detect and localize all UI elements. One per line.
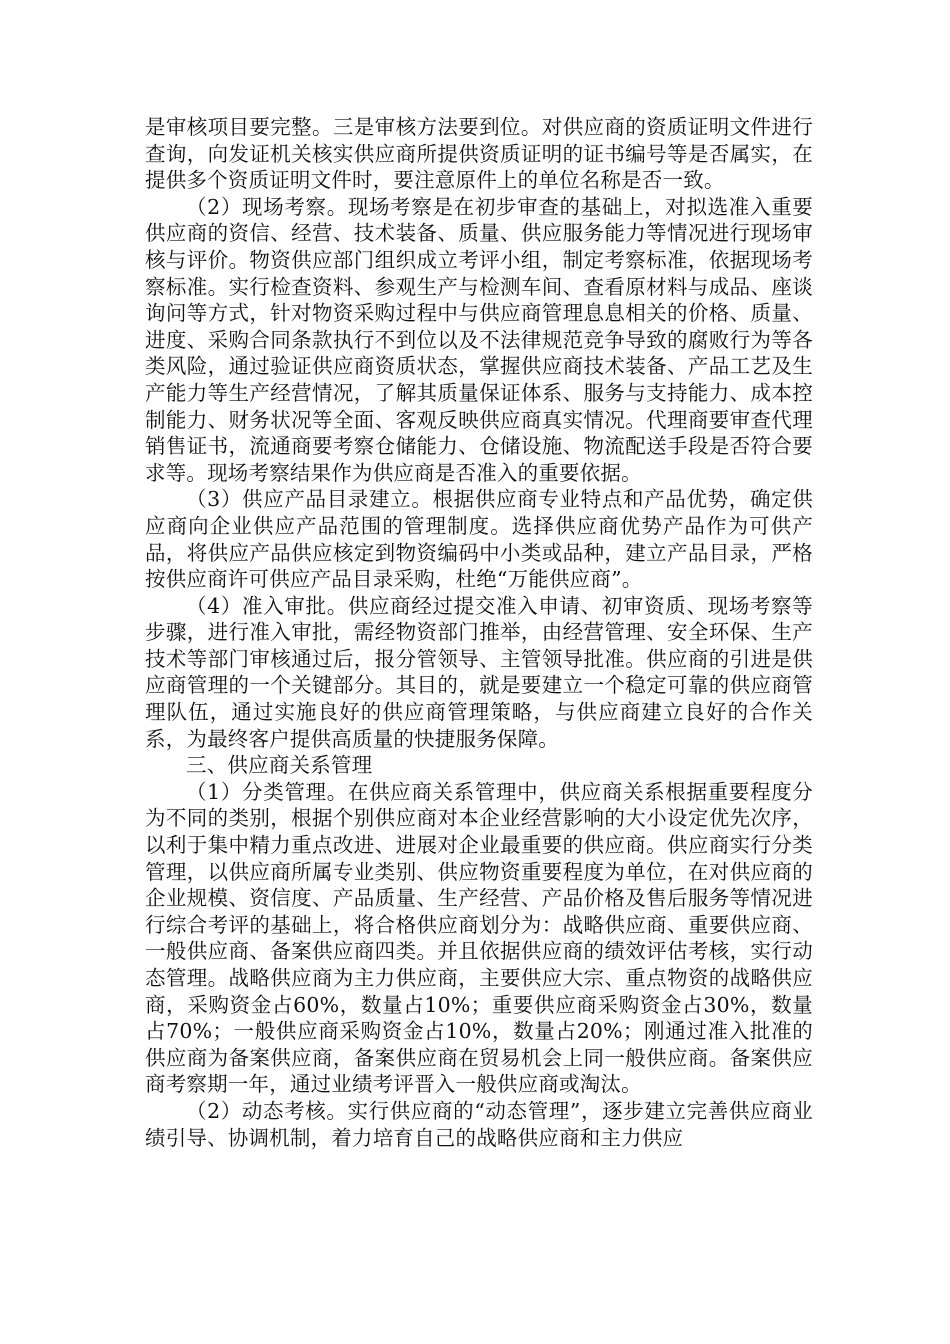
paragraph-site-inspection: （2）现场考察。现场考察是在初步审查的基础上，对拟选准入重要供应商的资信、经营、技术装备、质量、供应服务能力等情况进行现场审核与评价。物资供应部门组织成立考评小组，制定考察标准，依据现场考察标准。实行检查资料、参观生产与检测车间、查看原材料与成品、座谈询问等方式，针对物资采购过程中与供应商管理息息相关的价格、质量、进度、采购合同条款执行不到位以及不法律规范竞争导致的腐败行为等各类风险，通过验证供应商资质状态，掌握供应商技术装备、产品工艺及生产能力等生产经营情况，了解其质量保证体系、服务与支持能力、成本控制能力、财务状况等全面、客观反映供应商真实情况。代理商要审查代理销售证书，流通商要考察仓储能力、仓储设施、物流配送手段是否符合要求等。现场考察结果作为供应商是否准入的重要依据。 <box>145 194 813 485</box>
section-heading-supplier-relations: 三、供应商关系管理 <box>186 753 373 778</box>
paragraph-audit-continuation: 是审核项目要完整。三是审核方法要到位。对供应商的资质证明文件进行查询，向发证机关核实供应商所提供资质证明的证书编号等是否属实，在提供多个资质证明文件时，要注意原件上的单位名称是否一致。 <box>145 115 813 193</box>
paragraph-admission-approval: （4）准入审批。供应商经过提交准入申请、初审资质、现场考察等步骤，进行准入审批，需经物资部门推举，由经营管理、安全环保、生产技术等部门审核通过后，报分管领导、主管领导批准。供应商的引进是供应商管理的一个关键部分。其目的，就是要建立一个稳定可靠的供应商管理队伍，通过实施良好的供应商管理策略，与供应商建立良好的合作关系，为最终客户提供高质量的快捷服务保障。 <box>145 593 813 751</box>
paragraph-classification: （1）分类管理。在供应商关系管理中，供应商关系根据重要程度分为不同的类别，根据个别供应商对本企业经营影响的大小设定优先次序，以利于集中精力重点改进、进展对企业最重要的供应商。供应商实行分类管理，以供应商所属专业类别、供应物资重要程度为单位，在对供应商的企业规模、资信度、产品质量、生产经营、产品价格及售后服务等情况进行综合考评的基础上，将合格供应商划分为：战略供应商、重要供应商、一般供应商、备案供应商四类。并且依据供应商的绩效评估考核，实行动态管理。战略供应商为主力供应商，主要供应大宗、重点物资的战略供应商，采购资金占60%，数量占10%；重要供应商采购资金占30%，数量占70%；一般供应商采购资金占10%，数量占20%；刚通过准入批准的供应商为备案供应商，备案供应商在贸易机会上同一般供应商。备案供应商考察期一年，通过业绩考评晋入一般供应商或淘汰。 <box>145 779 813 1097</box>
document-page <box>145 114 813 1151</box>
paragraph-product-catalog: （3）供应产品目录建立。根据供应商专业特点和产品优势，确定供应商向企业供应产品范围的管理制度。选择供应商优势产品作为可供产品，将供应产品供应核定到物资编码中小类或品种，建立产品目录，严格按供应商许可供应产品目录采购，杜绝“万能供应商”。 <box>145 487 813 592</box>
paragraph-dynamic-assessment: （2）动态考核。实行供应商的“动态管理”，逐步建立完善供应商业绩引导、协调机制，着力培育自己的战略供应商和主力供应 <box>145 1098 813 1150</box>
